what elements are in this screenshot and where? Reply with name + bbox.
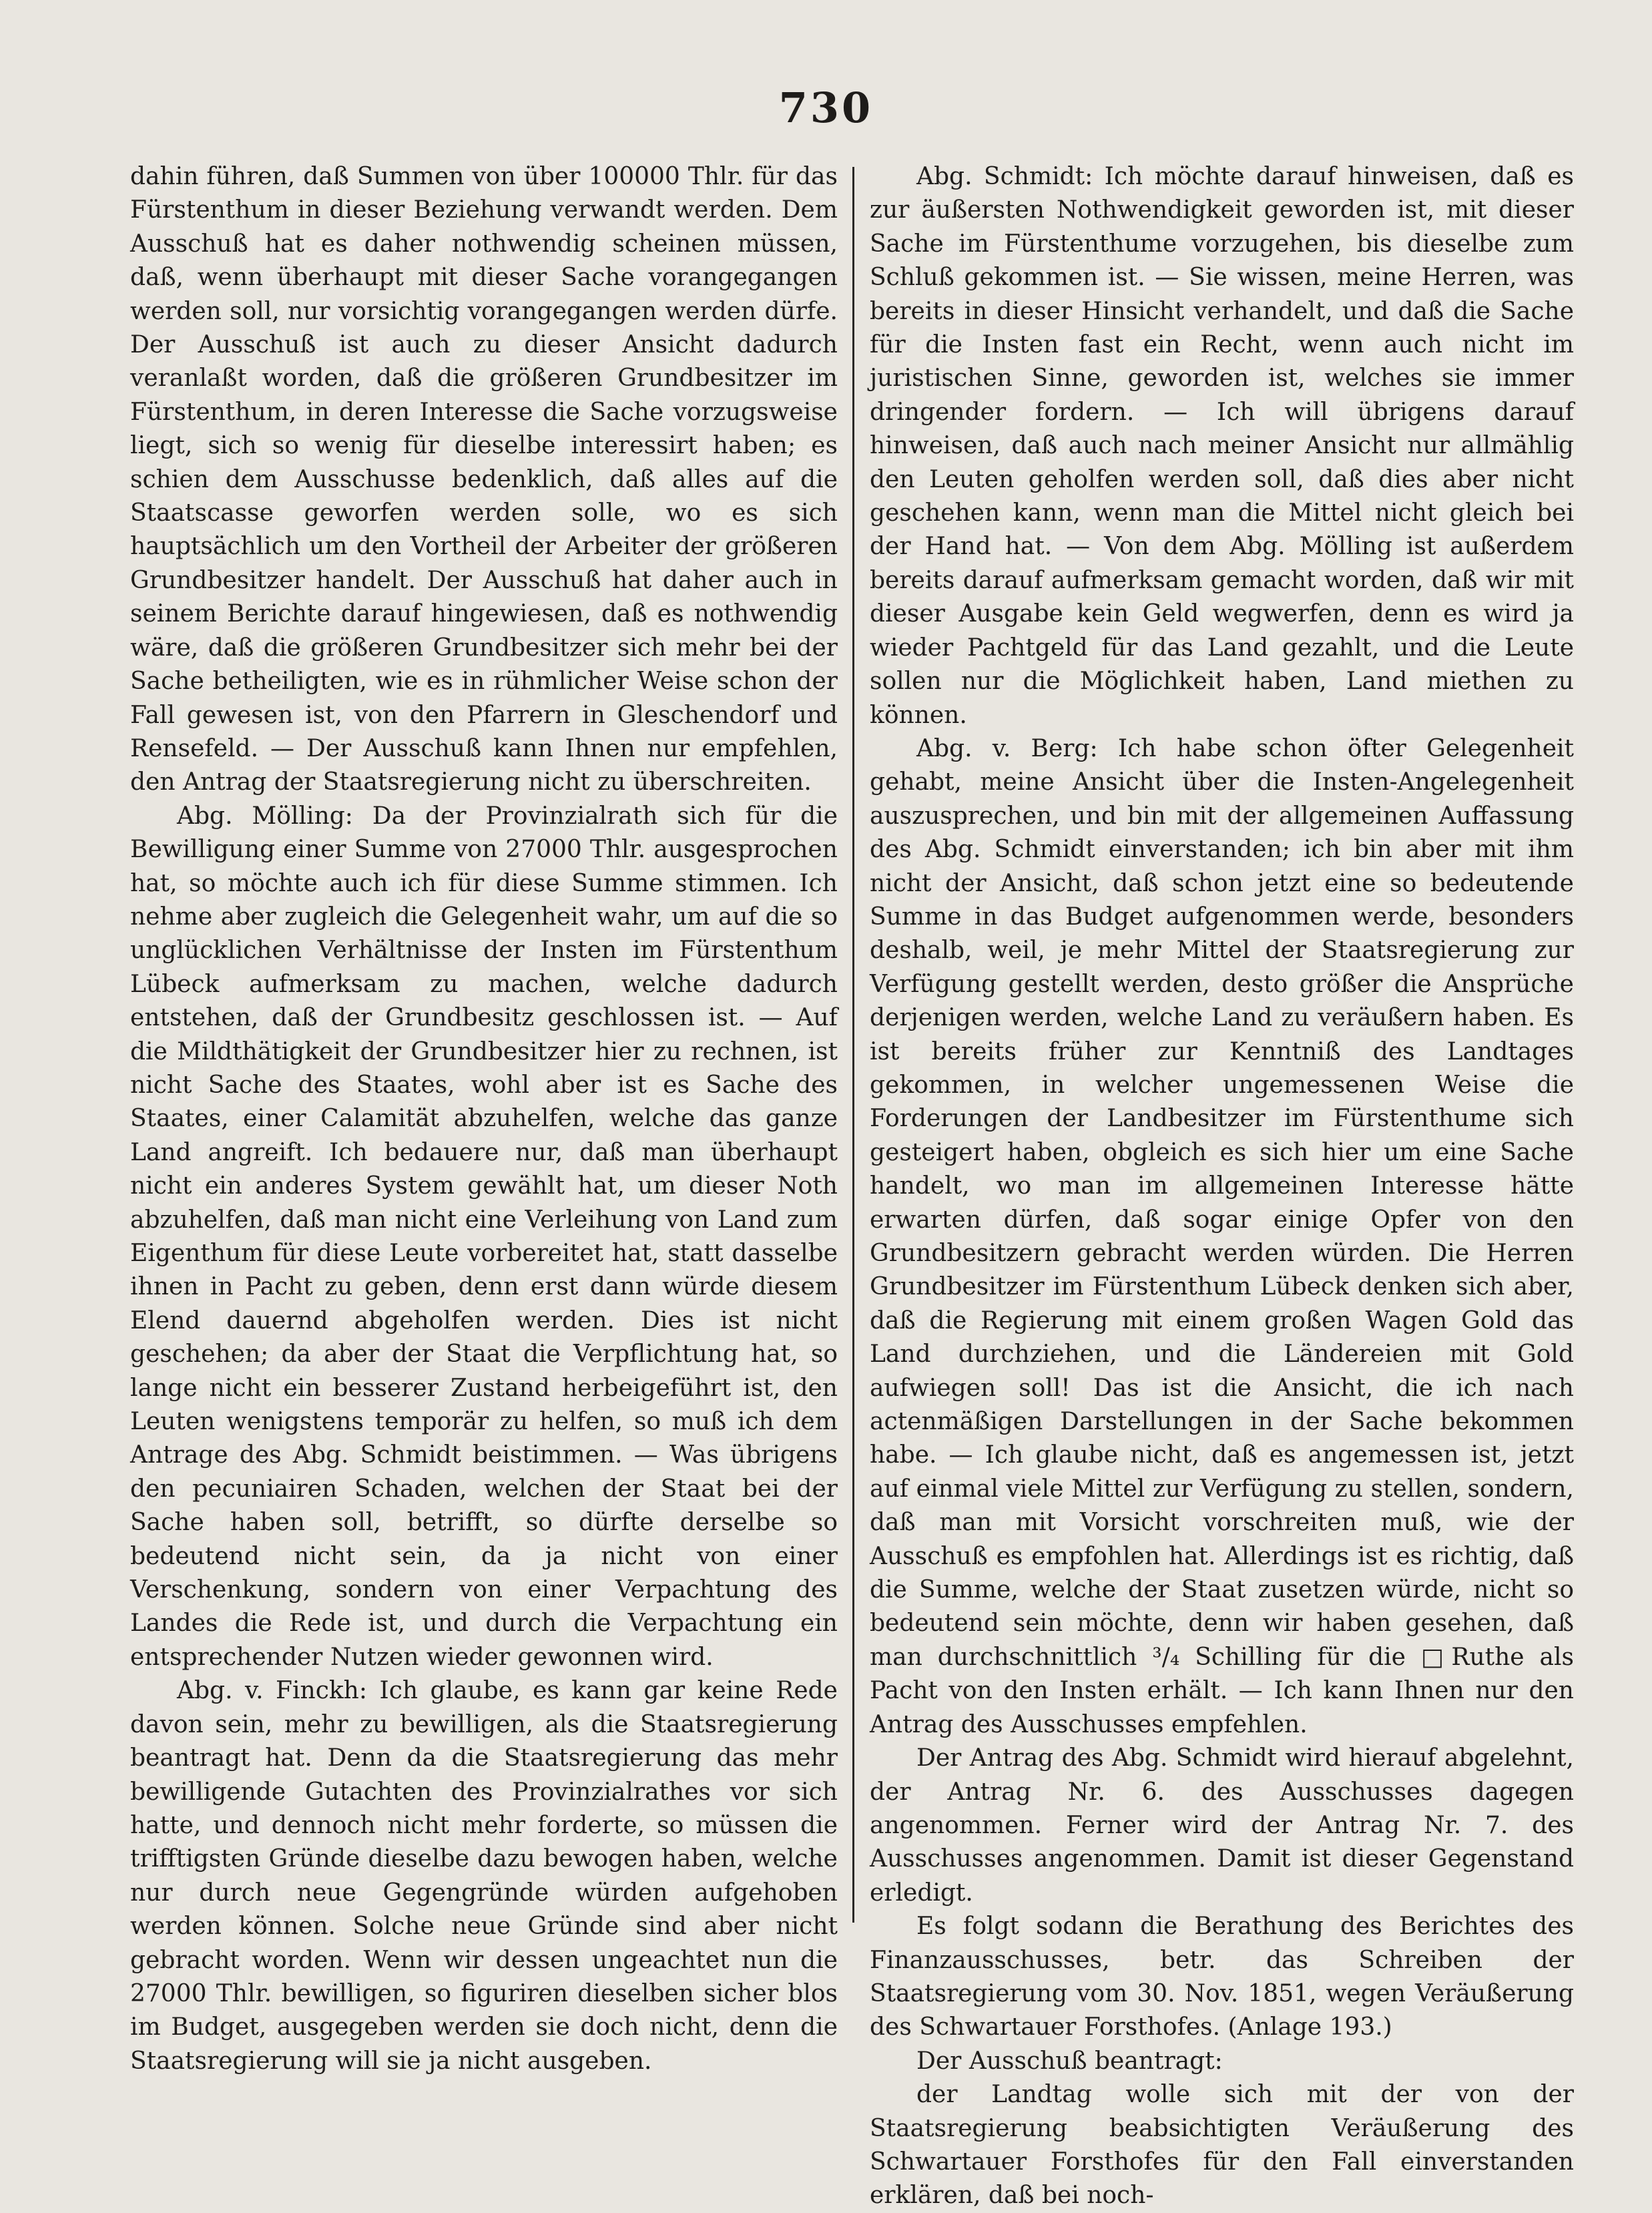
paragraph: dahin führen, daß Summen von über 100000 Thlr. für das Fürstenthum in dieser Beziehung verwandt werden. Dem Ausschuß hat es daher nothwendig scheinen müssen, daß, wenn überhaupt mit dieser Sache vorangegangen werden soll, nur vorsichtig vorangegangen werden dürfe. Der Ausschuß ist auch zu dieser Ansicht dadurch veranlaßt worden, daß die größeren Grundbesitzer im Fürstenthum, in deren Interesse die Sache vorzugsweise liegt, sich so wenig für dieselbe interessirt haben; es schien dem Ausschusse bedenklich, daß alles auf die Staatscasse geworfen werden solle, wo es sich hauptsächlich um den Vortheil der Arbeiter der größeren Grundbesitzer handelt. Der Ausschuß hat daher auch in seinem Berichte darauf hingewiesen, daß es nothwendig wäre, daß die größeren Grundbesitzer sich mehr bei der Sache betheiligten, wie es in rühmlicher Weise schon der Fall gewesen ist, von den Pfarrern in Gleschendorf und Rensefeld. — Der Ausschuß kann Ihnen nur empfehlen, den Antrag der Staatsregierung nicht zu überschreiten.	[130, 163, 838, 796]
paragraph: Abg. v. Berg: Ich habe schon öfter Gelegenheit gehabt, meine Ansicht über die Insten-Angelegenheit auszusprechen, und bin mit der allgemeinen Auffassung des Abg. Schmidt einverstanden; ich bin aber mit ihm nicht der Ansicht, daß schon jetzt eine so bedeutende Summe in das Budget aufgenommen werde, besonders deshalb, weil, je mehr Mittel der Staatsregierung zur Verfügung gestellt werden, desto größer die Ansprüche derjenigen werden, welche Land zu veräußern haben. Es ist bereits früher zur Kenntniß des Landtages gekommen, in welcher ungemessenen Weise die Forderungen der Landbesitzer im Fürstenthume sich gesteigert haben, obgleich es sich hier um eine Sache handelt, wo man im allgemeinen Interesse hätte erwarten dürfen, daß sogar einige Opfer von den Grundbesitzern gebracht werden würden. Die Herren Grundbesitzer im Fürstenthum Lübeck denken sich aber, daß die Regierung mit einem großen Wagen Gold das Land durchziehen, und die Ländereien mit Gold aufwiegen soll! Das ist die Ansicht, die ich nach actenmäßigen Darstellungen in der Sache bekommen habe. — Ich glaube nicht, daß es angemessen ist, jetzt auf einmal viele Mittel zur Verfügung zu stellen, sondern, daß man mit Vorsicht vorschreiten muß, wie der Ausschuß es empfohlen hat. Allerdings ist es richtig, daß die Summe, welche der Staat zusetzen würde, nicht so bedeutend sein möchte, denn wir haben gesehen, daß man durchschnittlich ³/₄ Schilling für die □Ruthe als Pacht von den Insten erhält. — Ich kann Ihnen nur den Antrag des Ausschusses empfehlen.	[870, 734, 1574, 1738]
paragraph: Abg. v. Finckh: Ich glaube, es kann gar keine Rede davon sein, mehr zu bewilligen, als die Staatsregierung beantragt hat. Denn da die Staatsregierung das mehr bewilligende Gutachten des Provinzialrathes vor sich hatte, und dennoch nicht mehr forderte, so müssen die trifftigsten Gründe dieselbe dazu bewogen haben, welche nur durch neue Gegengründe würden aufgehoben werden können. Solche neue Gründe sind aber nicht gebracht worden. Wenn wir dessen ungeachtet nun die 27000 Thlr. bewilligen, so figuriren dieselben sicher blos im Budget, ausgegeben werden sie doch nicht, denn die Staatsregierung will sie ja nicht ausgeben.	[130, 1677, 838, 2075]
right-column	[870, 160, 1574, 2213]
left-column	[130, 160, 838, 2078]
column-divider	[852, 167, 854, 1923]
paragraph: Abg. Mölling: Da der Provinzialrath sich für die Bewilligung einer Summe von 27000 Thlr. ausgesprochen hat, so möchte auch ich für diese Summe stimmen. Ich nehme aber zugleich die Gelegenheit wahr, um auf die so unglücklichen Verhältnisse der Insten im Fürstenthum Lübeck aufmerksam zu machen, welche dadurch entstehen, daß der Grundbesitz geschlossen ist. — Auf die Mildthätigkeit der Grundbesitzer hier zu rechnen, ist nicht Sache des Staates, wohl aber ist es Sache des Staates, einer Calamität abzuhelfen, welche das ganze Land angreift. Ich bedauere nur, daß man überhaupt nicht ein anderes System gewählt hat, um dieser Noth abzuhelfen, daß man nicht eine Verleihung von Land zum Eigenthum für diese Leute vorbereitet hat, statt dasselbe ihnen in Pacht zu geben, denn erst dann würde diesem Elend dauernd abgeholfen werden. Dies ist nicht geschehen; da aber der Staat die Verpflichtung hat, so lange nicht ein besserer Zustand herbeigeführt ist, den Leuten wenigstens temporär zu helfen, so muß ich dem Antrage des Abg. Schmidt beistimmen. — Was übrigens den pecuniairen Schaden, welchen der Staat bei der Sache haben soll, betrifft, so dürfte derselbe so bedeutend nicht sein, da ja nicht von einer Verschenkung, sondern von einer Verpachtung des Landes die Rede ist, und durch die Verpachtung ein entsprechender Nutzen wieder gewonnen wird.	[130, 802, 838, 1671]
paragraph: Der Antrag des Abg. Schmidt wird hierauf abgelehnt, der Antrag Nr. 6. des Ausschusses dagegen angenommen. Ferner wird der Antrag Nr. 7. des Ausschusses angenommen. Damit ist dieser Gegenstand erledigt.	[870, 1744, 1574, 1907]
paragraph: Der Ausschuß beantragt:	[916, 2047, 1223, 2075]
paragraph: Abg. Schmidt: Ich möchte darauf hinweisen, daß es zur äußersten Nothwendigkeit geworden ist, mit dieser Sache im Fürstenthume vorzugehen, bis dieselbe zum Schluß gekommen ist. — Sie wissen, meine Herren, was bereits in dieser Hinsicht verhandelt, und daß die Sache für die Insten fast ein Recht, wenn auch nicht im juristischen Sinne, geworden ist, welches sie immer dringender fordern. — Ich will übrigens darauf hinweisen, daß auch nach meiner Ansicht nur allmählig den Leuten geholfen werden soll, daß dies aber nicht geschehen kann, wenn man die Mittel nicht gleich bei der Hand hat. — Von dem Abg. Mölling ist außerdem bereits darauf aufmerksam gemacht worden, daß wir mit dieser Ausgabe kein Geld wegwerfen, denn es wird ja wieder Pachtgeld für das Land gezahlt, und die Leute sollen nur die Möglichkeit haben, Land miethen zu können.	[870, 163, 1574, 729]
paragraph: Es folgt sodann die Berathung des Berichtes des Finanzausschusses, betr. das Schreiben der Staatsregierung vom 30. Nov. 1851, wegen Veräußerung des Schwartauer Forsthofes. (Anlage 193.)	[870, 1913, 1574, 2041]
paragraph: der Landtag wolle sich mit der von der Staatsregierung beabsichtigten Veräußerung des Schwartauer Forsthofes für den Fall einverstanden erklären, daß bei noch-	[870, 2081, 1574, 2210]
page-number: 730	[778, 83, 874, 132]
